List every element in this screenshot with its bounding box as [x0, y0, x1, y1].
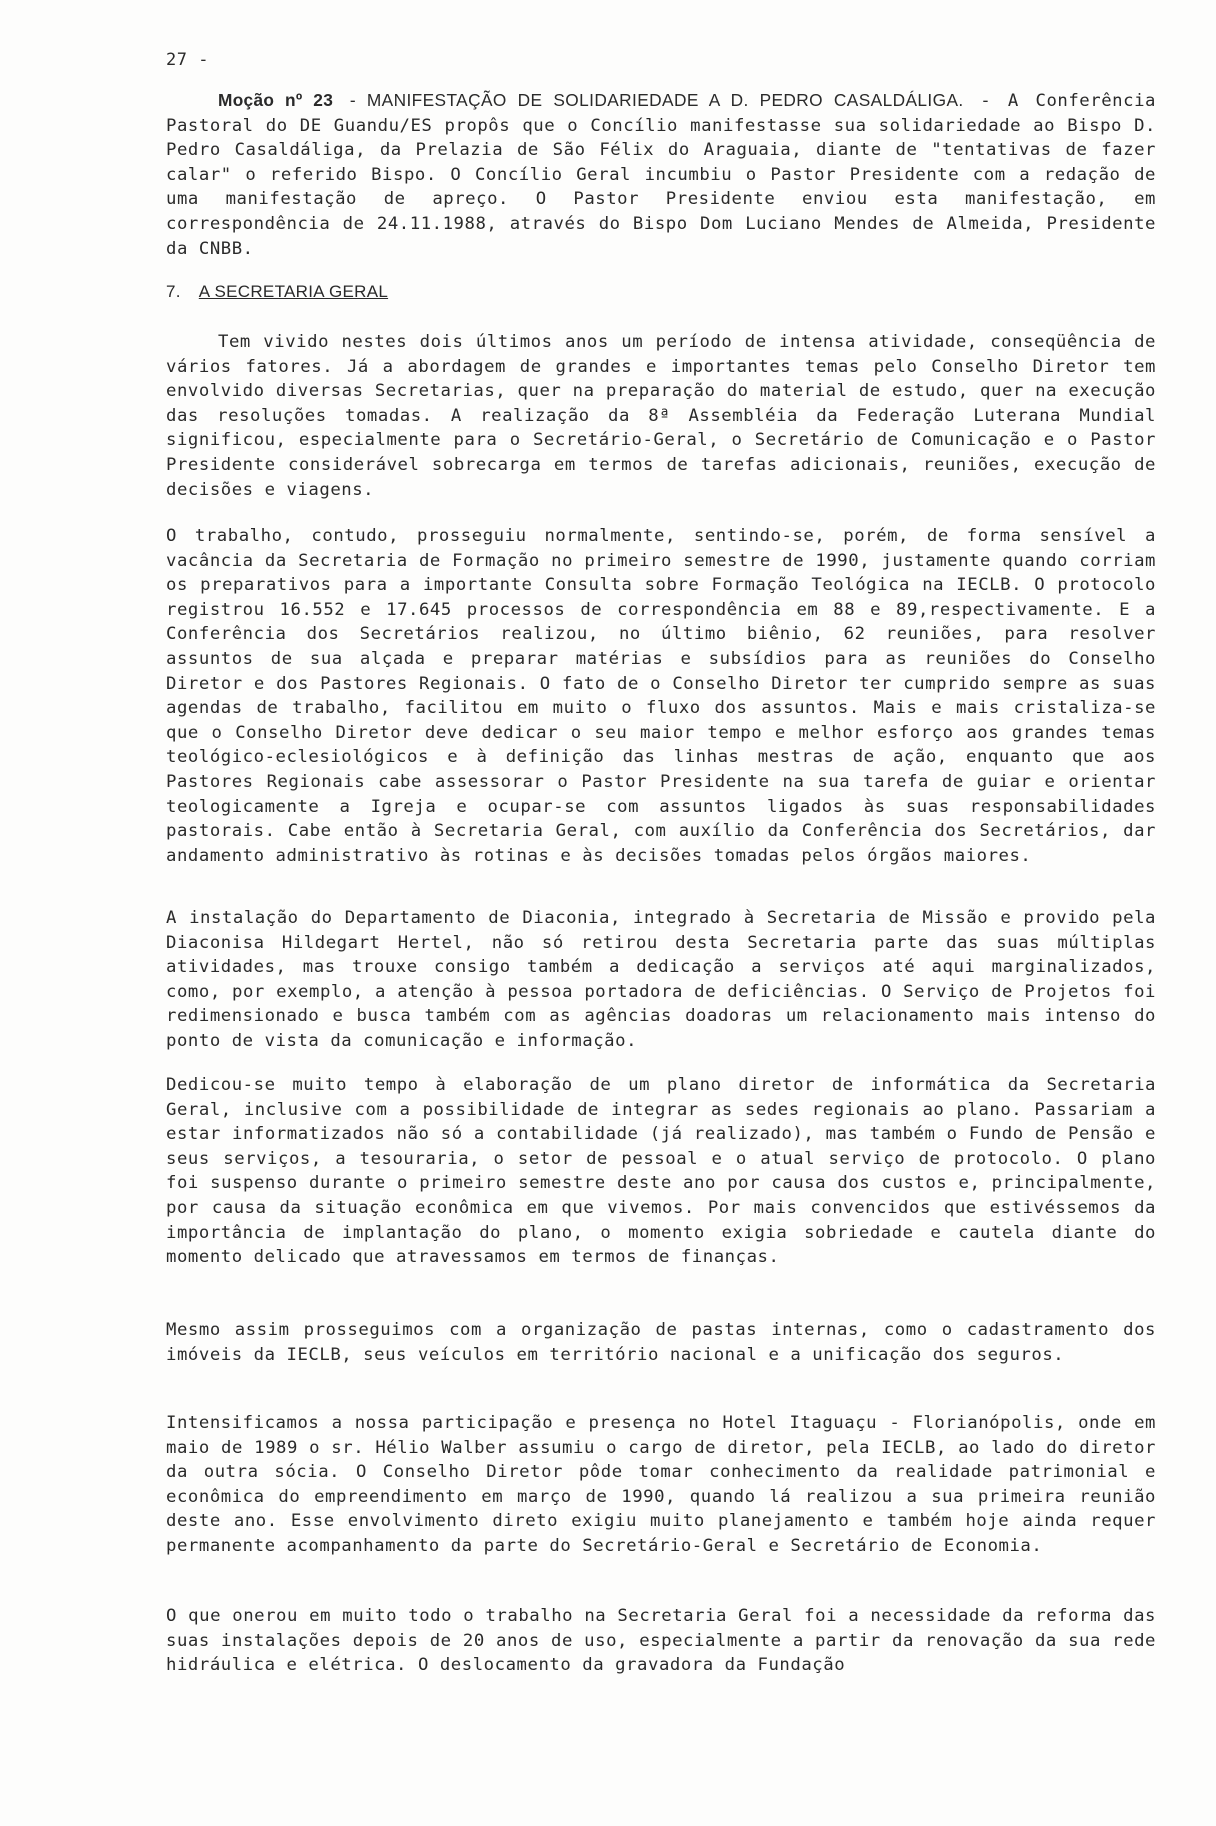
section-heading [166, 282, 388, 302]
paragraph-3 [166, 906, 1156, 1054]
paragraph-2 [166, 524, 1156, 868]
mocao-label: Moção nº 23 [218, 90, 334, 110]
paragraph-text: O que onerou em muito todo o trabalho na Secretaria Geral foi a necessidade da reforma das suas instalações depois de 20 anos de uso, especialmente a partir da renovação da sua rede hidráulica e elétrica. O deslocamento da gravadora da Fundação [166, 1606, 1156, 1676]
section-title: A SECRETARIA GERAL [198, 282, 389, 301]
paragraph-text: Dedicou-se muito tempo à elaboração de um plano diretor de informática da Secretaria Geral, inclusive com a possibilidade de integrar as sedes regionais ao plano. Passariam a estar informatizados não só a contabilidade (já realizado), mas também o Fundo de Pensão e seus serviços, a tesouraria, o setor de pessoal e o atual serviço de protocolo. O plano foi suspenso durante o primeiro semestre deste ano por causa dos custos e, principalmente, por causa da situação econômica em que vivemos. Por mais convencidos que estivéssemos da importância de implantação do plano, o momento exigia sobriedade e cautela diante do momento delicado que atravessamos em termos de finanças. [166, 1075, 1156, 1268]
paragraph-6 [166, 1411, 1156, 1559]
paragraph-text: A instalação do Departamento de Diaconia, integrado à Secretaria de Missão e provido pela Diaconisa Hildegart Hertel, não só retirou desta Secretaria parte das suas múltiplas atividades, mas trouxe consigo também a dedicação a serviços até aqui marginalizados, como, por exemplo, a atenção à pessoa portadora de deficiências. O Serviço de Projetos foi redimensionado e busca também com as agências doadoras um relacionamento mais intenso do ponto de vista da comunicação e informação. [166, 908, 1156, 1051]
mocao-text: - A Conferência Pastoral do DE Guandu/ES propôs que o Concílio manifestasse sua solidariedade ao Bispo D. Pedro Casaldáliga, da Prelazia de São Félix do Araguaia, diante de "tentativas de fazer calar" o referido Bispo. O Concílio Geral incumbiu o Pastor Presidente com a redação de uma manifestação de apreço. O Pastor Presidente enviou esta manifestação, em correspondência de 24.11.1988, através do Bispo Dom Luciano Mendes de Almeida, Presidente da CNBB. [166, 91, 1156, 259]
paragraph-text: O trabalho, contudo, prosseguiu normalmente, sentindo-se, porém, de forma sensível a vacância da Secretaria de Formação no primeiro semestre de 1990, justamente quando corriam os preparativos para a importante Consulta sobre Formação Teológica na IECLB. O protocolo registrou 16.552 e 17.645 processos de correspondência em 88 e 89,respectivamente. E a Conferência dos Secretários realizou, no último biênio, 62 reuniões, para resolver assuntos de sua alçada e preparar matérias e subsídios para as reuniões do Conselho Diretor e dos Pastores Regionais. O fato de o Conselho Diretor ter cumprido sempre as suas agendas de trabalho, facilitou em muito o fluxo dos assuntos. Mais e mais cristaliza-se que o Conselho Diretor deve dedicar o seu maior tempo e melhor esforço aos grandes temas teológico-eclesiológicos e à definição das linhas mestras de ação, enquanto que aos Pastores Regionais cabe assessorar o Pastor Presidente na sua tarefa de guiar e orientar teologicamente a Igreja e ocupar-se com assuntos ligados às suas responsabilidades pastorais. Cabe então à Secretaria Geral, com auxílio da Conferência dos Secretários, dar andamento administrativo às rotinas e às decisões tomadas pelos órgãos maiores. [166, 526, 1156, 866]
paragraph-1 [166, 330, 1156, 502]
paragraph-4 [166, 1073, 1156, 1270]
paragraph-text: Intensificamos a nossa participação e presença no Hotel Itaguaçu - Florianópolis, onde em maio de 1989 o sr. Hélio Walber assumiu o cargo de diretor, pela IECLB, ao lado do diretor da outra sócia. O Conselho Diretor pôde tomar conhecimento da realidade patrimonial e econômica do empreendimento em março de 1990, quando lá realizou a sua primeira reunião deste ano. Esse envolvimento direto exigiu muito planejamento e também hoje ainda requer permanente acompanhamento da parte do Secretário-Geral e Secretário de Economia. [166, 1413, 1156, 1556]
mocao-paragraph [166, 88, 1156, 261]
paragraph-7 [166, 1604, 1156, 1678]
page-number: 27 - [166, 50, 209, 70]
mocao-title: - MANIFESTAÇÃO DE SOLIDARIEDADE A D. PEDRO CASALDÁLIGA. [349, 90, 964, 110]
paragraph-text: Mesmo assim prosseguimos com a organização de pastas internas, como o cadastramento dos imóveis da IECLB, seus veículos em território nacional e a unificação dos seguros. [166, 1320, 1156, 1365]
paragraph-text: Tem vivido nestes dois últimos anos um período de intensa atividade, conseqüência de vários fatores. Já a abordagem de grandes e importantes temas pelo Conselho Diretor tem envolvido diversas Secretarias, quer na preparação do material de estudo, quer na execução das resoluções tomadas. A realização da 8ª Assembléia da Federação Luterana Mundial significou, especialmente para o Secretário-Geral, o Secretário de Comunicação e o Pastor Presidente considerável sobrecarga em termos de tarefas adicionais, reuniões, execução de decisões e viagens. [166, 332, 1156, 500]
section-number: 7. [166, 282, 181, 301]
paragraph-5 [166, 1318, 1156, 1367]
